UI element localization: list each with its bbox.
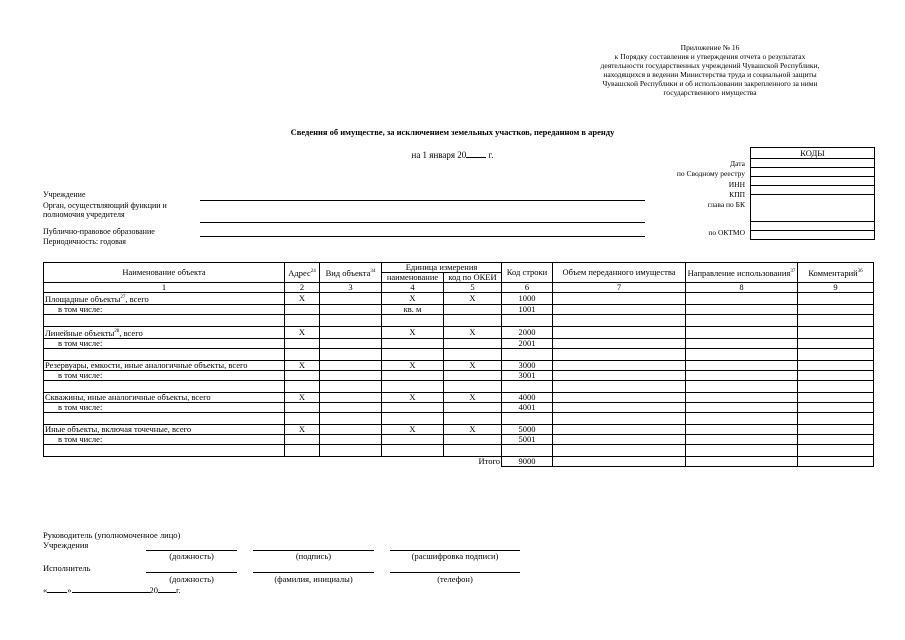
unit-code-cell[interactable] [444, 434, 502, 444]
column-number: 3 [320, 283, 382, 293]
direction-cell[interactable] [686, 326, 798, 338]
column-number: 5 [444, 283, 502, 293]
unit-code-cell[interactable] [444, 380, 502, 392]
address-cell[interactable] [285, 338, 320, 348]
row-code-cell [502, 444, 553, 456]
address-cell: X [285, 424, 320, 434]
code-registry-cell[interactable] [751, 168, 875, 177]
volume-cell[interactable] [553, 434, 686, 444]
address-cell[interactable] [285, 304, 320, 314]
row-code-cell: 5001 [502, 434, 553, 444]
direction-cell[interactable] [686, 434, 798, 444]
direction-cell[interactable] [686, 338, 798, 348]
comment-cell[interactable] [798, 434, 874, 444]
appendix-line: государственного имущества [663, 88, 757, 97]
direction-cell[interactable] [686, 402, 798, 412]
unit-code-cell[interactable] [444, 338, 502, 348]
address-cell[interactable] [285, 370, 320, 380]
type-cell[interactable] [320, 434, 382, 444]
codes-header: КОДЫ [751, 148, 875, 159]
comment-cell[interactable] [798, 293, 874, 305]
direction-cell[interactable] [686, 424, 798, 434]
head-label-2: Учреждения [43, 540, 89, 550]
comment-cell[interactable] [798, 370, 874, 380]
phone-caption: (телефон) [437, 574, 473, 584]
table-row [44, 348, 874, 360]
address-cell[interactable] [285, 402, 320, 412]
address-cell: X [285, 293, 320, 305]
row-code-cell [502, 412, 553, 424]
header-address [285, 263, 320, 283]
table-row [44, 360, 874, 370]
row-code-cell: 4001 [502, 402, 553, 412]
position-caption-2: (должность) [169, 574, 214, 584]
row-code-cell: 3001 [502, 370, 553, 380]
type-cell[interactable] [320, 444, 382, 456]
direction-cell[interactable] [686, 348, 798, 360]
code-bk-cell[interactable] [751, 195, 875, 222]
unit-code-cell[interactable] [444, 314, 502, 326]
header-unit-code: код по ОКЕИ [444, 273, 502, 283]
comment-cell[interactable] [798, 348, 874, 360]
volume-cell[interactable] [553, 293, 686, 305]
row-code-cell: 1001 [502, 304, 553, 314]
date-year-suffix: г. [176, 585, 181, 595]
type-cell[interactable] [320, 338, 382, 348]
volume-cell[interactable] [553, 304, 686, 314]
volume-cell[interactable] [553, 456, 686, 466]
volume-cell[interactable] [553, 370, 686, 380]
unit-name-cell[interactable] [382, 348, 444, 360]
direction-cell[interactable] [686, 370, 798, 380]
table-row [44, 314, 874, 326]
table-row [44, 293, 874, 305]
comment-cell[interactable] [798, 338, 874, 348]
unit-code-cell: X [444, 293, 502, 305]
table-row [44, 380, 874, 392]
unit-name-cell[interactable] [382, 402, 444, 412]
direction-cell[interactable] [686, 360, 798, 370]
object-name-cell [44, 380, 285, 392]
code-label-registry: по Сводному реестру [676, 169, 745, 178]
table-row [44, 392, 874, 402]
comment-cell[interactable] [798, 402, 874, 412]
direction-cell[interactable] [686, 392, 798, 402]
object-name-cell: Иные объекты, включая точечные, всего [44, 424, 285, 434]
column-numbers-row [44, 283, 874, 293]
direction-cell[interactable] [686, 444, 798, 456]
row-code-cell [502, 380, 553, 392]
volume-cell[interactable] [553, 380, 686, 392]
column-number: 2 [285, 283, 320, 293]
row-code-cell: 4000 [502, 392, 553, 402]
unit-code-cell[interactable] [444, 304, 502, 314]
footnote-ref: 28 [114, 328, 120, 334]
type-cell[interactable] [320, 293, 382, 305]
authority-label-1: Орган, осуществляющий функции и [43, 201, 167, 210]
municipality-field[interactable] [200, 236, 645, 237]
type-cell[interactable] [320, 392, 382, 402]
unit-code-cell[interactable] [444, 402, 502, 412]
row-code-cell [502, 314, 553, 326]
code-label-date: Дата [730, 159, 745, 168]
decoding-caption: (расшифровка подписи) [411, 551, 499, 561]
header-name: Наименование объекта [44, 263, 285, 283]
periodicity-label: Периодичность: годовая [43, 237, 126, 246]
unit-code-cell: X [444, 424, 502, 434]
unit-name-cell[interactable] [382, 314, 444, 326]
volume-cell[interactable] [553, 424, 686, 434]
code-oktmo-cell[interactable] [751, 222, 875, 231]
volume-cell[interactable] [553, 444, 686, 456]
comment-cell[interactable] [798, 314, 874, 326]
address-cell[interactable] [285, 444, 320, 456]
object-name-tail: , всего [119, 327, 143, 338]
header-address-text: Адрес [288, 267, 311, 278]
object-name-cell [44, 412, 285, 424]
code-label-bk: глава по БК [707, 200, 745, 209]
authority-label-2: полномочия учредителя [43, 210, 125, 219]
unit-name-cell: X [382, 293, 444, 305]
type-cell[interactable] [320, 380, 382, 392]
address-cell[interactable] [285, 314, 320, 326]
appendix-line: находящихся в ведении Министерства труда и социальной защиты [603, 70, 817, 79]
unit-name-cell[interactable] [382, 434, 444, 444]
object-name-cell: Скважины, иные аналогичные объекты, всего [44, 392, 285, 402]
volume-cell[interactable] [553, 360, 686, 370]
row-code-cell: 2001 [502, 338, 553, 348]
table-row [44, 434, 874, 444]
type-cell[interactable] [320, 360, 382, 370]
sign-year-blank[interactable] [158, 585, 176, 593]
type-cell[interactable] [320, 304, 382, 314]
date-open-quote: « [43, 585, 48, 595]
object-name-cell [44, 314, 285, 326]
municipality-label: Публично-правовое образование [43, 227, 155, 236]
object-name-cell [44, 444, 285, 456]
table-row [44, 338, 874, 348]
comment-cell[interactable] [798, 424, 874, 434]
unit-code-cell[interactable] [444, 444, 502, 456]
header-address-sup: 24 [310, 269, 316, 275]
unit-name-cell[interactable] [382, 370, 444, 380]
comment-cell[interactable] [798, 304, 874, 314]
type-cell[interactable] [320, 348, 382, 360]
header-direction-sup: 37 [790, 269, 796, 275]
column-number: 1 [44, 283, 285, 293]
head-label-1: Руководитель (уполномоченное лицо) [43, 530, 181, 540]
executor-phone-field[interactable] [390, 572, 520, 573]
comment-cell[interactable] [798, 412, 874, 424]
column-number: 9 [798, 283, 874, 293]
object-name-cell [44, 326, 285, 338]
header-type-sup: 34 [370, 269, 376, 275]
direction-cell[interactable] [686, 456, 798, 466]
comment-cell[interactable] [798, 392, 874, 402]
column-number: 6 [502, 283, 553, 293]
total-label: Итого [44, 456, 502, 466]
header-type-text: Вид объекта [325, 267, 371, 278]
volume-cell[interactable] [553, 348, 686, 360]
object-name-cell [44, 293, 285, 305]
address-cell: X [285, 392, 320, 402]
type-cell[interactable] [320, 424, 382, 434]
unit-name-cell: X [382, 424, 444, 434]
comment-cell[interactable] [798, 444, 874, 456]
volume-cell[interactable] [553, 412, 686, 424]
row-code-cell: 2000 [502, 326, 553, 338]
direction-cell[interactable] [686, 412, 798, 424]
header-type [320, 263, 382, 283]
address-cell[interactable] [285, 380, 320, 392]
unit-name-cell: X [382, 360, 444, 370]
appendix-line: к Порядку составления и утверждения отчета о результатах [614, 52, 806, 61]
institution-field[interactable] [200, 200, 645, 201]
address-cell[interactable] [285, 434, 320, 444]
header-volume: Объем переданного имущества [553, 263, 686, 283]
header-row-code: Код строки [502, 263, 553, 283]
type-cell[interactable] [320, 326, 382, 338]
column-number: 4 [382, 283, 444, 293]
unit-code-cell[interactable] [444, 412, 502, 424]
table-row [44, 412, 874, 424]
row-code-cell: 3000 [502, 360, 553, 370]
code-inn-cell[interactable] [751, 177, 875, 186]
object-name-cell: в том числе: [44, 434, 285, 444]
comment-cell[interactable] [798, 360, 874, 370]
header-comment-sup: 36 [857, 269, 863, 275]
fullname-caption: (фамилия, инициалы) [274, 574, 353, 584]
direction-cell[interactable] [686, 314, 798, 326]
unit-name-cell[interactable] [382, 412, 444, 424]
header-comment-text: Комментарий [808, 267, 858, 278]
table-row [44, 444, 874, 456]
appendix-line: Приложение № 16 [680, 43, 740, 52]
unit-code-cell: X [444, 360, 502, 370]
address-cell: X [285, 360, 320, 370]
month-blank[interactable] [72, 585, 150, 593]
code-label-inn: ИНН [728, 180, 745, 189]
unit-name-cell[interactable] [382, 380, 444, 392]
object-name-cell: в том числе: [44, 402, 285, 412]
object-name: Площадные объекты [45, 293, 121, 304]
volume-cell[interactable] [553, 326, 686, 338]
column-number: 8 [686, 283, 798, 293]
unit-name-cell[interactable] [382, 444, 444, 456]
address-cell[interactable] [285, 412, 320, 424]
authority-field[interactable] [200, 222, 645, 223]
unit-name-cell: кв. м [382, 304, 444, 314]
header-unit-name: наименование [382, 273, 444, 283]
type-cell[interactable] [320, 412, 382, 424]
executor-label: Исполнитель [43, 563, 91, 573]
executor-name-field[interactable] [253, 572, 374, 573]
date-suffix: г. [488, 150, 494, 160]
comment-cell[interactable] [798, 326, 874, 338]
row-code-cell: 5000 [502, 424, 553, 434]
object-name-cell: Резервуары, емкости, иные аналогичные объекты, всего [44, 360, 285, 370]
header-comment [798, 263, 874, 283]
unit-code-cell: X [444, 326, 502, 338]
volume-cell[interactable] [553, 392, 686, 402]
property-table [43, 262, 874, 467]
unit-code-cell: X [444, 392, 502, 402]
comment-cell[interactable] [798, 456, 874, 466]
unit-name-cell: X [382, 326, 444, 338]
table-row [44, 424, 874, 434]
appendix-line: деятельности государственных учреждений Чувашской Республики, [600, 61, 820, 70]
direction-cell[interactable] [686, 380, 798, 392]
header-direction-text: Направление использования [687, 267, 791, 278]
volume-cell[interactable] [553, 314, 686, 326]
object-name: Линейные объекты [45, 327, 115, 338]
executor-position-field[interactable] [146, 572, 237, 573]
codes-table [750, 147, 875, 240]
code-label-oktmo: по ОКТМО [708, 228, 745, 237]
day-blank[interactable] [47, 585, 67, 593]
table-row [44, 402, 874, 412]
code-kpp-cell[interactable] [751, 186, 875, 195]
comment-cell[interactable] [798, 380, 874, 392]
column-number: 7 [553, 283, 686, 293]
direction-cell[interactable] [686, 293, 798, 305]
footnote-ref: 27 [120, 295, 126, 300]
header-unit: Единица измерения [382, 263, 502, 273]
year-blank[interactable] [466, 149, 486, 158]
object-name-cell: в том числе: [44, 338, 285, 348]
volume-cell[interactable] [553, 338, 686, 348]
code-label-kpp: КПП [729, 190, 745, 199]
object-name-tail: , всего [125, 293, 149, 304]
address-cell[interactable] [285, 348, 320, 360]
unit-name-cell: X [382, 392, 444, 402]
direction-cell[interactable] [686, 304, 798, 314]
row-code-cell: 9000 [502, 456, 553, 466]
institution-label: Учреждение [43, 190, 86, 199]
unit-name-cell[interactable] [382, 338, 444, 348]
table-row [44, 326, 874, 338]
row-code-cell: 1000 [502, 293, 553, 305]
table-row [44, 304, 874, 314]
address-cell: X [285, 326, 320, 338]
type-cell[interactable] [320, 370, 382, 380]
type-cell[interactable] [320, 314, 382, 326]
type-cell[interactable] [320, 402, 382, 412]
signing-date [43, 585, 181, 595]
date-close-quote: » [67, 585, 72, 595]
date-prefix: на 1 января 20 [411, 150, 467, 160]
date-year-prefix: 20 [149, 585, 158, 595]
volume-cell[interactable] [553, 402, 686, 412]
unit-code-cell[interactable] [444, 370, 502, 380]
document-title: Сведения об имуществе, за исключением земельных участков, переданном в аренду [290, 127, 615, 137]
table-row [44, 370, 874, 380]
object-name-cell: в том числе: [44, 304, 285, 314]
header-direction [686, 263, 798, 283]
code-period-cell[interactable] [751, 231, 875, 240]
position-caption: (должность) [169, 551, 214, 561]
object-name-cell: в том числе: [44, 370, 285, 380]
appendix-note [560, 43, 860, 97]
appendix-line: Чувашской Республики и об использовании закрепленного за ними [602, 79, 818, 88]
row-code-cell [502, 348, 553, 360]
table-row [44, 456, 874, 466]
signature-caption: (подпись) [295, 551, 332, 561]
object-name-cell [44, 348, 285, 360]
code-date-cell[interactable] [751, 159, 875, 168]
unit-code-cell[interactable] [444, 348, 502, 360]
